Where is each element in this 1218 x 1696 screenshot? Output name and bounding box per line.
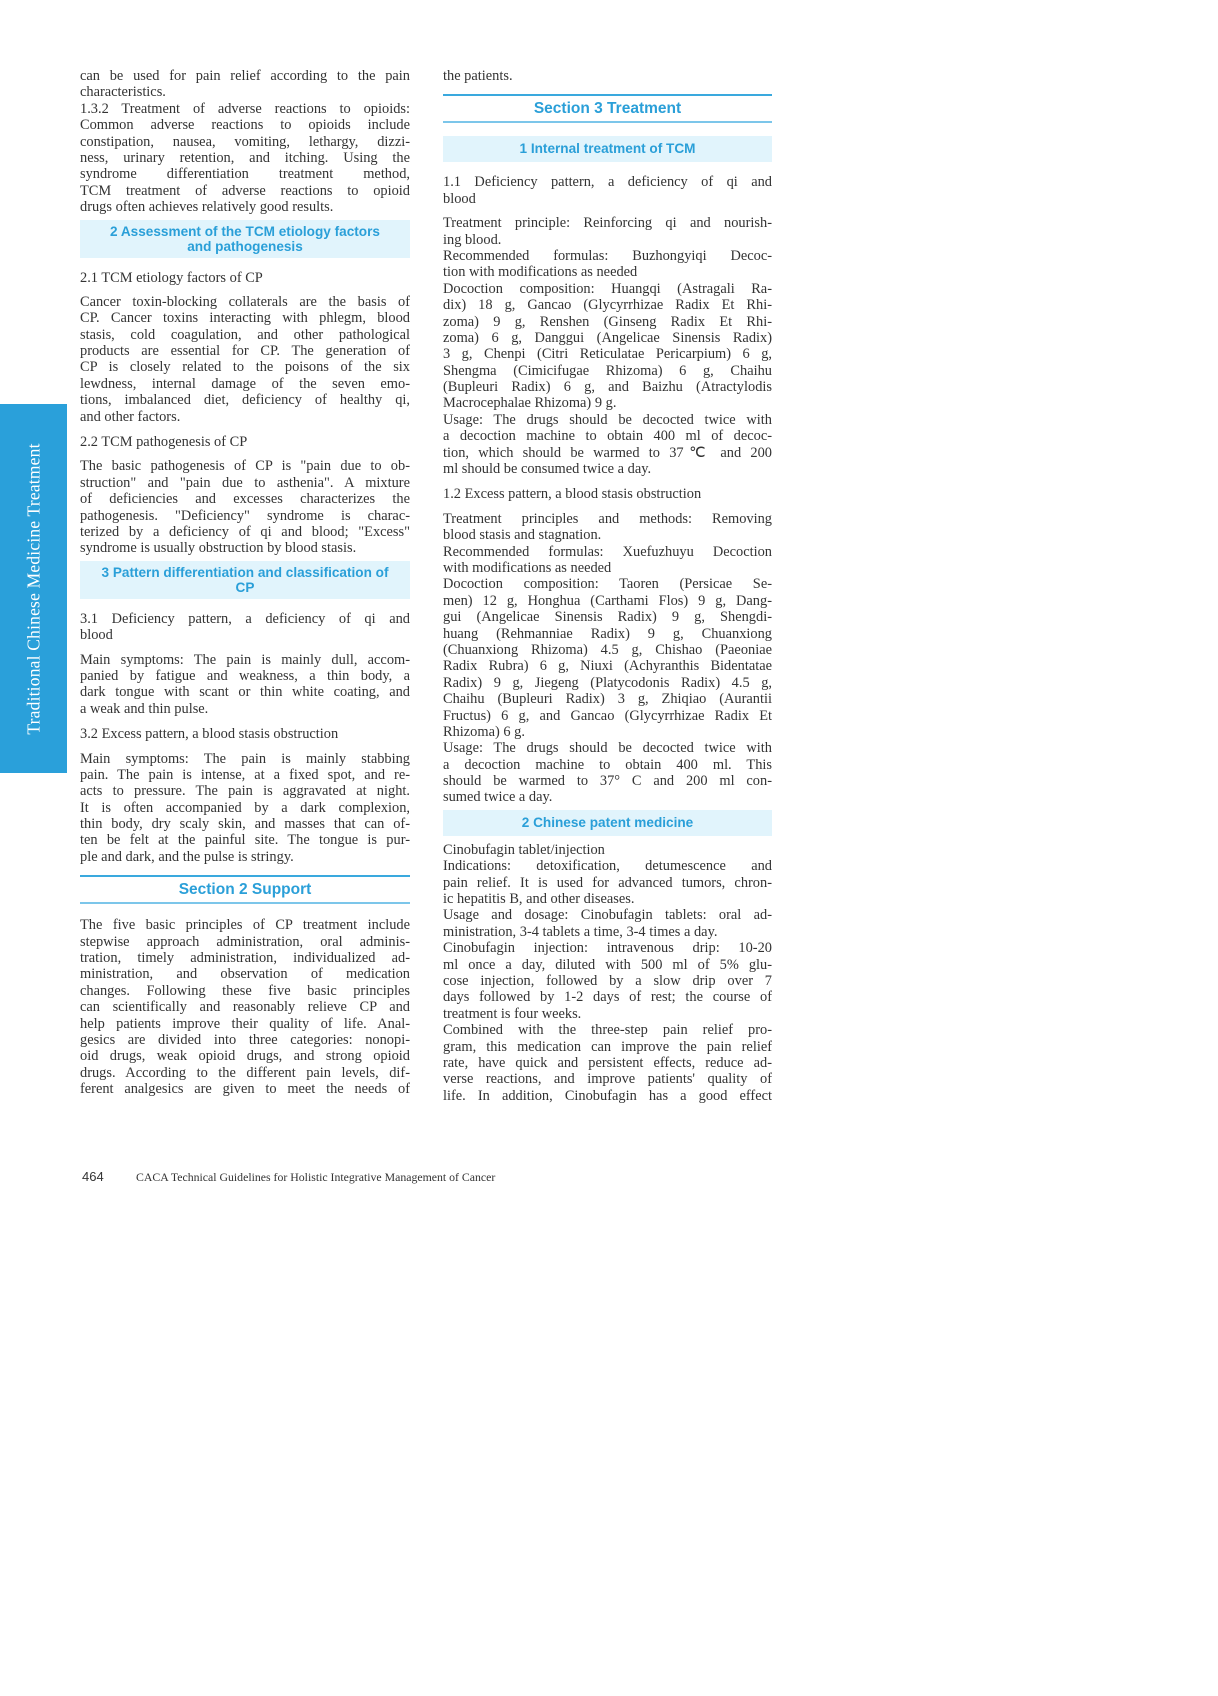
paragraph — [443, 940, 772, 1022]
text-line: 3.1 Deficiency pattern, a deficiency of qi and — [80, 610, 410, 627]
text-line: gesics are divided into three categories: nonopi- — [80, 1031, 410, 1048]
paragraph — [443, 576, 772, 740]
paragraph — [80, 458, 410, 556]
text-line: ml once a day, diluted with 500 ml of 5% glu- — [443, 956, 772, 973]
text-line: TCM treatment of adverse reactions to opioid — [80, 182, 410, 199]
text-line: Treatment principle: Reinforcing qi and nourish- — [443, 215, 772, 232]
text-line: can be used for pain relief according to the pain — [80, 68, 410, 84]
left-column — [80, 68, 410, 1098]
text-line: sumed twice a day. — [443, 789, 553, 806]
text-line: characteristics. — [80, 84, 166, 101]
text-line: lewdness, internal damage of the seven emo- — [80, 375, 410, 392]
text-line: tion with modifications as needed — [443, 264, 638, 281]
paragraph — [80, 294, 410, 425]
text-line: Shengma (Cimicifugae Rhizoma) 6 g, Chaihu — [443, 362, 772, 379]
subheading — [80, 270, 410, 286]
text-line: can scientifically and reasonably relieve CP and — [80, 999, 410, 1016]
text-line: thin body, dry scaly skin, and masses that can of- — [80, 816, 410, 833]
text-line: ministration, and observation of medication — [80, 966, 410, 983]
text-line: blood — [443, 190, 476, 207]
text-line: syndrome is usually obstruction by blood stasis. — [80, 540, 357, 557]
text-line: Section 2 Support — [178, 881, 312, 899]
paragraph — [443, 858, 772, 907]
text-line: 3 g, Chenpi (Citri Reticulatae Pericarpium) 6 g, — [443, 346, 772, 363]
text-line: CP — [235, 579, 255, 595]
text-line: a decoction machine to obtain 400 ml of decoc- — [443, 428, 772, 445]
text-line: huang (Rehmanniae Radix) 9 g, Chuanxiong — [443, 625, 772, 642]
page-footer — [82, 1169, 496, 1185]
text-line: Docoction composition: Taoren (Persicae Se- — [443, 576, 772, 593]
text-line: the patients. — [443, 68, 513, 84]
text-line: Fructus) 6 g, and Gancao (Glycyrrhizae Radix Et — [443, 707, 772, 724]
paragraph — [443, 281, 772, 412]
paragraph — [80, 68, 410, 101]
text-line: acts to pressure. The pain is aggravated at night. — [80, 783, 410, 800]
paragraph — [443, 544, 772, 577]
text-line: products are essential for CP. The generation of — [80, 343, 410, 360]
right-column — [443, 68, 772, 1104]
text-line: with modifications as needed — [443, 559, 612, 576]
subheading — [80, 611, 410, 644]
text-line: ing blood. — [443, 231, 502, 248]
text-line: drugs often achieves relatively good results. — [80, 199, 334, 216]
text-line: Usage: The drugs should be decocted twice with — [443, 740, 772, 757]
text-line: Usage and dosage: Cinobufagin tablets: oral ad- — [443, 907, 772, 924]
paragraph — [80, 751, 410, 866]
text-line: ministration, 3-4 tablets a time, 3-4 times a day. — [443, 923, 718, 940]
text-line: 2 Assessment of the TCM etiology factors — [110, 223, 380, 239]
text-line: ness, urinary retention, and itching. Using the — [80, 149, 410, 166]
text-line: The five basic principles of CP treatment include — [80, 917, 410, 934]
text-line: Common adverse reactions to opioids include — [80, 117, 410, 134]
text-line: zoma) 6 g, Danggui (Angelicae Sinensis Radix) — [443, 329, 772, 346]
text-line: ten be felt at the painful site. The tongue is pur- — [80, 832, 410, 849]
text-line: Main symptoms: The pain is mainly dull, accom- — [80, 651, 410, 668]
section-heading — [80, 875, 410, 904]
text-line: Recommended formulas: Xuefuzhuyu Decoction — [443, 543, 772, 560]
page-number: 464 — [82, 1169, 104, 1184]
text-line: pathogenesis. "Deficiency" syndrome is charac- — [80, 507, 410, 524]
text-line: a decoction machine to obtain 400 ml. This — [443, 756, 772, 773]
paragraph — [443, 68, 772, 84]
text-line: Section 3 Treatment — [533, 100, 682, 118]
text-line: pain. The pain is intense, at a fixed spot, and re- — [80, 766, 410, 783]
text-line: Cancer toxin-blocking collaterals are the basis of — [80, 293, 410, 310]
text-line: stasis, cold coagulation, and other pathological — [80, 326, 410, 343]
paragraph — [80, 652, 410, 718]
text-line: dix) 18 g, Gancao (Glycyrrhizae Radix Et Rhi- — [443, 297, 772, 314]
subsection-banner — [443, 810, 772, 836]
section-heading — [443, 94, 772, 123]
text-line: Radix) 9 g, Jiegeng (Platycodonis Radix) 4.5 g, — [443, 674, 772, 691]
subheading — [80, 726, 410, 742]
text-line: Combined with the three-step pain relief pro- — [443, 1022, 772, 1039]
text-line: changes. Following these five basic principles — [80, 982, 410, 999]
text-line: ml should be consumed twice a day. — [443, 461, 652, 478]
text-line: Docoction composition: Huangqi (Astragali Ra- — [443, 280, 772, 297]
text-line: a weak and thin pulse. — [80, 700, 209, 717]
text-line: Radix Rubra) 6 g, Niuxi (Achyranthis Bidentatae — [443, 658, 772, 675]
text-line: 2.1 TCM etiology factors of CP — [80, 269, 263, 286]
paragraph — [443, 511, 772, 544]
text-line: tration, timely administration, individualized ad- — [80, 950, 410, 967]
text-line: treatment is four weeks. — [443, 1005, 582, 1022]
paragraph — [80, 101, 410, 216]
chapter-side-tab — [0, 404, 67, 773]
subheading — [443, 174, 772, 207]
text-line: and pathogenesis — [187, 238, 303, 254]
text-line: tions, imbalanced diet, deficiency of healthy qi, — [80, 392, 410, 409]
chapter-side-tab-label: Traditional Chinese Medicine Treatment — [23, 442, 43, 735]
text-line: 1.3.2 Treatment of adverse reactions to opioids: — [80, 100, 410, 117]
text-line: zoma) 9 g, Renshen (Ginseng Radix Et Rhi- — [443, 313, 772, 330]
paragraph — [443, 1022, 772, 1104]
text-line: men) 12 g, Honghua (Carthami Flos) 9 g, Dang- — [443, 592, 772, 609]
text-line: gram, this medication can improve the pain relief — [443, 1038, 772, 1055]
text-line: panied by fatigue and weakness, a thin body, a — [80, 667, 410, 684]
text-line: ic hepatitis B, and other diseases. — [443, 891, 635, 908]
text-line: Recommended formulas: Buzhongyiqi Decoc- — [443, 247, 772, 264]
text-line: gui (Angelicae Sinensis Radix) 9 g, Shengdi- — [443, 609, 772, 626]
text-line: and other factors. — [80, 408, 181, 425]
subsection-banner — [80, 220, 410, 258]
paragraph — [443, 907, 772, 940]
text-line: constipation, nausea, vomiting, lethargy, dizzi- — [80, 133, 410, 150]
paragraph — [443, 842, 772, 858]
text-line: 2 Chinese patent medicine — [521, 814, 694, 830]
text-line: rate, have quick and persistent effects, reduce ad- — [443, 1054, 772, 1071]
text-line: dark tongue with scant or thin white coating, and — [80, 684, 410, 701]
paragraph — [443, 740, 772, 806]
text-line: drugs. According to the different pain levels, dif- — [80, 1064, 410, 1081]
text-line: ferent analgesics are given to meet the needs of — [80, 1081, 410, 1098]
paragraph — [443, 412, 772, 478]
text-line: pain relief. It is used for advanced tumors, chron- — [443, 874, 772, 891]
subsection-banner — [443, 136, 772, 162]
text-line: CP. Cancer toxins interacting with phlegm, blood — [80, 310, 410, 327]
text-line: (Chuanxiong Rhizoma) 4.5 g, Chishao (Paeoniae — [443, 641, 772, 658]
text-line: Usage: The drugs should be decocted twice with — [443, 411, 772, 428]
text-line: 3.2 Excess pattern, a blood stasis obstruction — [80, 726, 339, 743]
text-line: Macrocephalae Rhizoma) 9 g. — [443, 395, 617, 412]
text-line: (Bupleuri Radix) 6 g, and Baizhu (Atractylodis — [443, 379, 772, 396]
text-line: terized by a deficiency of qi and blood; "Excess" — [80, 523, 410, 540]
text-line: Treatment principles and methods: Removing — [443, 510, 772, 527]
text-line: 1 Internal treatment of TCM — [519, 141, 696, 157]
text-line: syndrome differentiation treatment method, — [80, 166, 410, 183]
text-line: The basic pathogenesis of CP is "pain due to ob- — [80, 458, 410, 475]
text-line: 1.2 Excess pattern, a blood stasis obstruction — [443, 486, 702, 503]
text-line: tion, which should be warmed to 37℃ and 200 — [443, 444, 772, 461]
paragraph — [443, 248, 772, 281]
text-line: Chaihu (Bupleuri Radix) 3 g, Zhiqiao (Aurantii — [443, 691, 772, 708]
text-line: ple and dark, and the pulse is stringy. — [80, 848, 294, 865]
text-line: Rhizoma) 6 g. — [443, 723, 525, 740]
subsection-banner — [80, 561, 410, 599]
text-line: CP is closely related to the poisons of the six — [80, 359, 410, 376]
subheading — [443, 486, 772, 502]
running-title: CACA Technical Guidelines for Holistic Integrative Management of Cancer — [136, 1170, 496, 1184]
text-line: blood — [80, 627, 113, 644]
text-line: Cinobufagin tablet/injection — [443, 841, 605, 858]
text-line: cose injection, followed by a slow drip over 7 — [443, 972, 772, 989]
text-line: struction" and "pain due to asthenia". A mixture — [80, 474, 410, 491]
text-line: 2.2 TCM pathogenesis of CP — [80, 434, 248, 451]
text-line: days followed by 1-2 days of rest; the course of — [443, 989, 772, 1006]
text-line: Indications: detoxification, detumescence and — [443, 858, 772, 875]
text-line: life. In addition, Cinobufagin has a good effect — [443, 1087, 772, 1104]
text-line: Cinobufagin injection: intravenous drip: 10-20 — [443, 940, 772, 957]
text-line: help patients improve their quality of life. Anal- — [80, 1015, 410, 1032]
text-line: blood stasis and stagnation. — [443, 527, 602, 544]
subheading — [80, 434, 410, 450]
text-line: Main symptoms: The pain is mainly stabbing — [80, 750, 410, 767]
text-line: of deficiencies and excesses characterizes the — [80, 491, 410, 508]
text-line: 3 Pattern differentiation and classification of — [101, 564, 389, 580]
text-line: oid drugs, weak opioid drugs, and strong opioid — [80, 1048, 410, 1065]
text-line: stepwise approach administration, oral adminis- — [80, 933, 410, 950]
text-line: 1.1 Deficiency pattern, a deficiency of qi and — [443, 174, 772, 191]
text-line: It is often accompanied by a dark complexion, — [80, 799, 410, 816]
text-line: should be warmed to 37° C and 200 ml con- — [443, 773, 772, 790]
text-line: verse reactions, and improve patients' quality of — [443, 1071, 772, 1088]
paragraph — [443, 215, 772, 248]
paragraph — [80, 917, 410, 1097]
